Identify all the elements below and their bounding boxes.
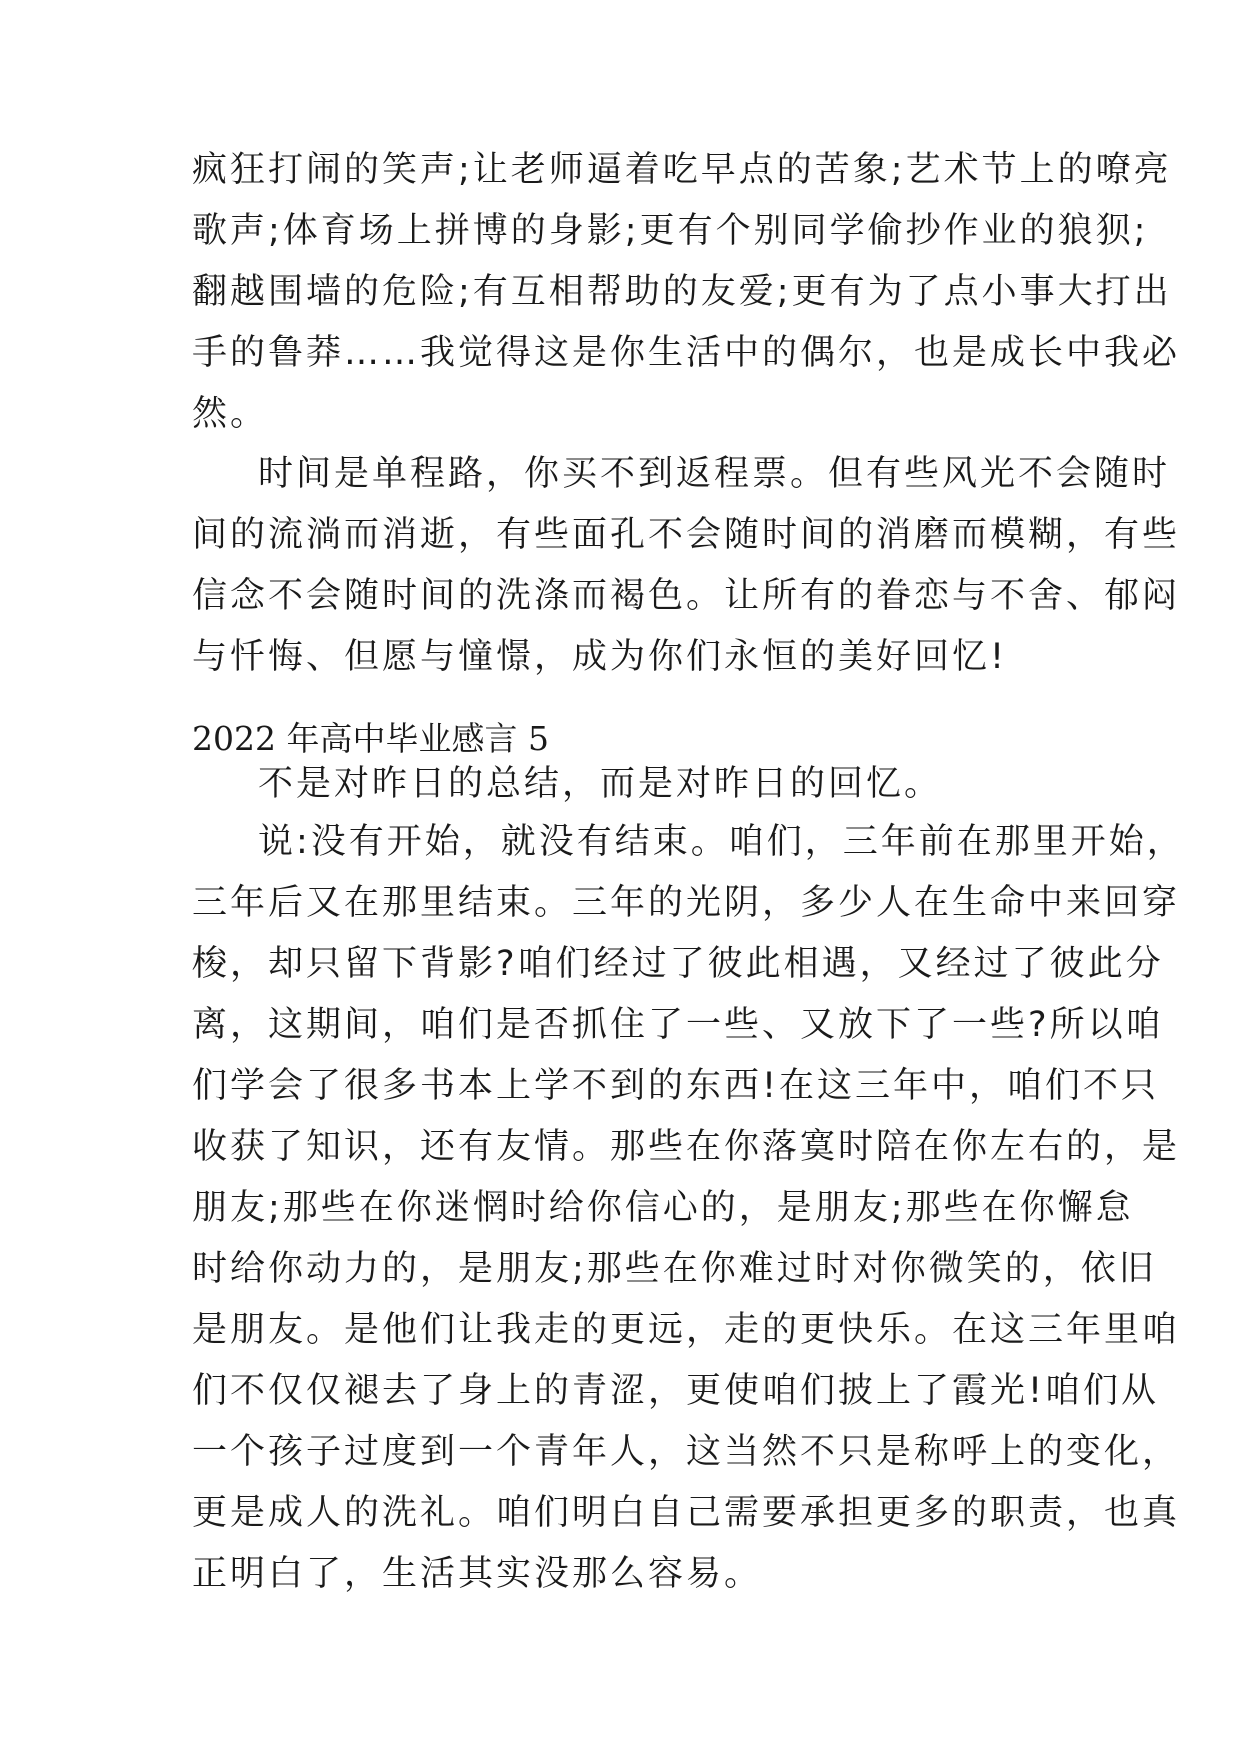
paragraph-line: 梭，却只留下背影?咱们经过了彼此相遇，又经过了彼此分: [192, 944, 1164, 984]
paragraph-line: 歌声;体育场上拼博的身影;更有个别同学偷抄作业的狼狈;: [192, 211, 1149, 251]
paragraph-line: 一个孩子过度到一个青年人，这当然不只是称呼上的变化，: [192, 1432, 1181, 1472]
paragraph-2: [192, 444, 1181, 688]
paragraph-line: 时间是单程路，你买不到返程票。但有些风光不会随时: [258, 454, 1171, 494]
paragraph-line: 正明白了，生活其实没那么容易。: [192, 1554, 763, 1594]
section-heading: 2022 年高中毕业感言 5: [192, 719, 549, 758]
paragraph-line: 不是对昨日的总结，而是对昨日的回忆。: [258, 764, 943, 804]
paragraph-line: 是朋友。是他们让我走的更远，走的更快乐。在这三年里咱: [192, 1310, 1181, 1350]
paragraph-line: 手的鲁莽……我觉得这是你生活中的偶尔，也是成长中我必: [192, 333, 1181, 373]
paragraph-line: 间的流淌而消逝，有些面孔不会随时间的消磨而模糊，有些: [192, 515, 1181, 555]
paragraph-line: 翻越围墙的危险;有互相帮助的友爱;更有为了点小事大打出: [192, 272, 1172, 312]
paragraph-line: 朋友;那些在你迷惘时给你信心的，是朋友;那些在你懈怠: [192, 1188, 1134, 1228]
paragraph-line: 与忏悔、但愿与憧憬，成为你们永恒的美好回忆!: [192, 637, 1008, 677]
paragraph-line: 然。: [192, 394, 269, 434]
paragraph-1: [192, 140, 1181, 445]
paragraph-line: 说:没有开始，就没有结束。咱们，三年前在那里开始，: [258, 822, 1185, 862]
paragraph-4: [192, 812, 1185, 1605]
paragraph-line: 们不仅仅褪去了身上的青涩，更使咱们披上了霞光!咱们从: [192, 1371, 1160, 1411]
paragraph-line: 收获了知识，还有友情。那些在你落寞时陪在你左右的，是: [192, 1127, 1181, 1167]
paragraph-line: 更是成人的洗礼。咱们明白自己需要承担更多的职责，也真: [192, 1493, 1181, 1533]
paragraph-line: 信念不会随时间的洗涤而褐色。让所有的眷恋与不舍、郁闷: [192, 576, 1181, 616]
paragraph-line: 离，这期间，咱们是否抓住了一些、又放下了一些?所以咱: [192, 1005, 1164, 1045]
paragraph-line: 疯狂打闹的笑声;让老师逼着吃早点的苦象;艺术节上的嘹亮: [192, 150, 1172, 190]
paragraph-3: [192, 754, 1072, 815]
paragraph-line: 三年后又在那里结束。三年的光阴，多少人在生命中来回穿: [192, 883, 1181, 923]
paragraph-line: 时给你动力的，是朋友;那些在你难过时对你微笑的，依旧: [192, 1249, 1157, 1289]
paragraph-line: 们学会了很多书本上学不到的东西!在这三年中，咱们不只: [192, 1066, 1160, 1106]
